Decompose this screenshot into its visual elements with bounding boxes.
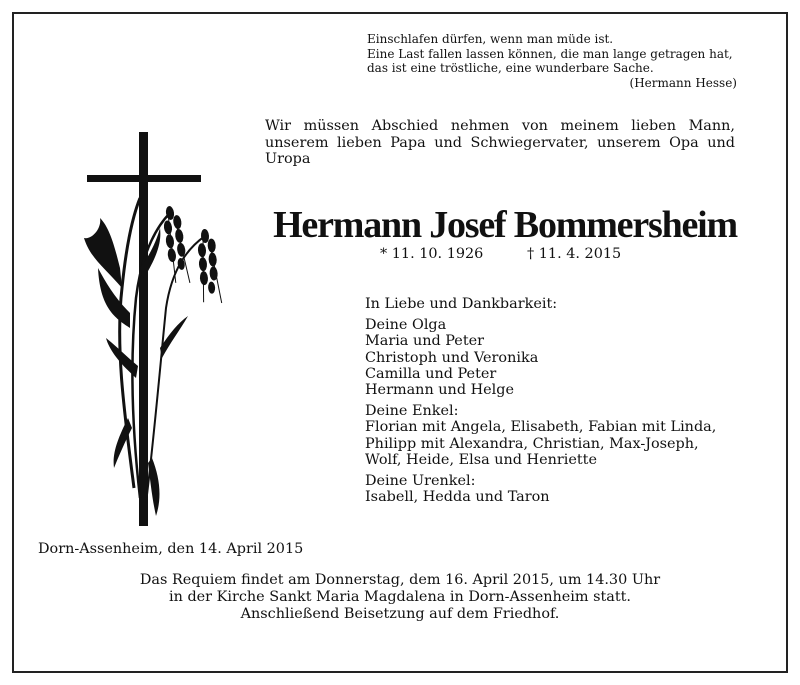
death-date: † 11. 4. 2015 — [527, 246, 622, 262]
place-date: Dorn-Assenheim, den 14. April 2015 — [38, 541, 304, 557]
family-member: Camilla und Peter — [365, 365, 497, 382]
motto-line: Einschlafen dürfen, wenn man müde ist. — [367, 32, 614, 46]
family-group-children — [365, 317, 745, 398]
service-line: in der Kirche Sankt Maria Magdalena in Dorn-Assenheim statt. — [169, 588, 631, 605]
family-group-heading: Deine Enkel: — [365, 403, 459, 420]
family-member: Christoph und Veronika — [365, 349, 539, 366]
intro-text: Wir müssen Abschied nehmen von meinem lieben Mann, unserem lieben Papa und Schwiegervater, unserem Opa und Uropa — [265, 118, 735, 168]
family-member: Florian mit Angela, Elisabeth, Fabian mit Linda, — [365, 419, 717, 436]
service-line: Das Requiem findet am Donnerstag, dem 16. April 2015, um 14.30 Uhr — [139, 572, 661, 588]
family-member: Isabell, Hedda und Taron — [365, 489, 550, 506]
family-member: Maria und Peter — [365, 333, 485, 350]
service-line: Anschließend Beisetzung auf dem Friedhof. — [240, 605, 560, 622]
motto-author: (Hermann Hesse) — [629, 75, 737, 90]
family-member: Deine Olga — [365, 317, 447, 334]
family-member: Hermann und Helge — [365, 382, 515, 399]
family-intro — [365, 296, 745, 312]
family-intro-text: In Liebe und Dankbarkeit: — [365, 296, 558, 312]
deceased-name: Hermann Josef Bommersheim — [273, 204, 737, 246]
family-group-grandchildren — [365, 403, 745, 468]
family-group-heading: Deine Urenkel: — [365, 473, 476, 490]
family-list — [365, 296, 745, 510]
family-group-great-grandchildren — [365, 473, 745, 505]
cross-with-wheat-icon — [70, 118, 240, 532]
motto-line: das ist eine tröstliche, eine wunderbare Sache. — [367, 61, 654, 75]
family-member: Philipp mit Alexandra, Christian, Max-Joseph, — [365, 435, 699, 452]
birth-date: * 11. 10. 1926 — [380, 246, 484, 262]
motto-quote — [367, 32, 737, 90]
family-member: Wolf, Heide, Elsa und Henriette — [365, 451, 597, 468]
service-info — [14, 572, 786, 622]
motto-line: Eine Last fallen lassen können, die man lange getragen hat, — [367, 46, 733, 61]
